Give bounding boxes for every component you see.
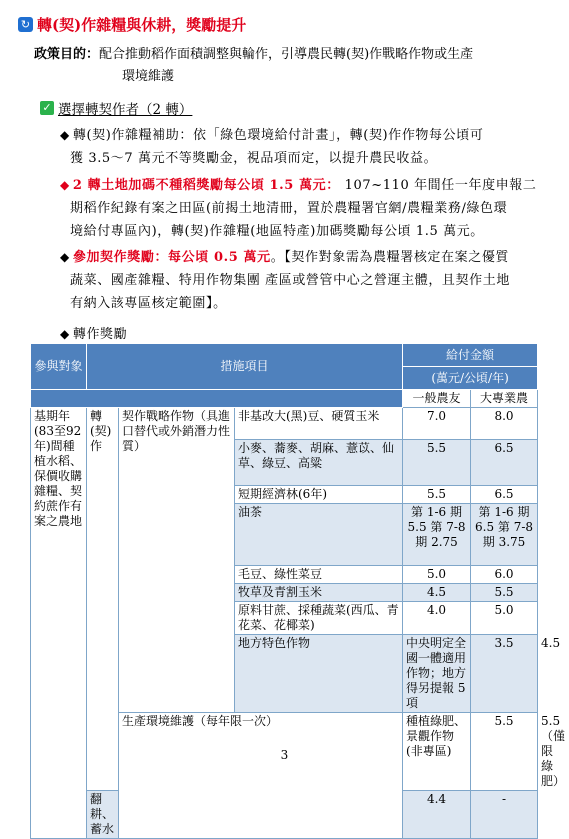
bullet-text: 107~110 年間任一年度申報二 xyxy=(339,178,537,193)
header-unit: (萬元/公頃/年) xyxy=(403,367,538,390)
refresh-icon: ↻ xyxy=(18,17,33,32)
table-row-item: 中央明定全國一體適用作物；地方得另提報 5 項 xyxy=(403,635,471,713)
diamond-bullet-icon: ◆ xyxy=(60,250,70,264)
select-label: 選擇轉契作者（2 轉） xyxy=(58,102,193,118)
table-row-general: 5.5 xyxy=(403,486,471,504)
table-row-item: 小麥、蕎麥、胡麻、薏苡、仙草、綠豆、高粱 xyxy=(235,440,403,486)
table-row-general: 第 1-6 期 5.5 第 7-8 期 2.75 xyxy=(403,504,471,566)
bullet-highlight: 2 轉土地加碼不種稻獎勵每公頃 1.5 萬元： xyxy=(72,178,340,193)
table-row-pro: 6.5 xyxy=(471,486,538,504)
diamond-bullet-icon: ◆ xyxy=(60,128,70,142)
bullet-text: 轉作獎勵 xyxy=(72,327,128,342)
bullet-text: 轉(契)作雜糧補助：依「綠色環境給付計畫」，轉(契)作作物每公頃可 xyxy=(72,128,484,143)
table-row-pro: 8.0 xyxy=(471,408,538,440)
page-title: 轉(契)作雜糧與休耕，獎勵提升 xyxy=(37,16,247,34)
bullet-subsidy xyxy=(60,124,555,170)
bullet-text: 獲 3.5～7 萬元不等獎勵金，視品項而定，以提升農民收益。 xyxy=(70,151,438,166)
bullet-text: 。【契作對象需為農糧署核定在案之優質 xyxy=(270,250,510,265)
table-row-general: 5.0 xyxy=(403,566,471,584)
table-row-general: 4.0 xyxy=(403,602,471,635)
bullet-text: 境給付專區內)，轉(契)作雜糧(地區特產)加碼獎勵每公頃 1.5 萬元。 xyxy=(70,224,484,239)
local-crops-cell: 地方特色作物 xyxy=(235,635,403,713)
convert-cell: 轉(契)作 xyxy=(87,408,119,791)
table-row-pro: - xyxy=(471,791,538,839)
purpose-text-1: 配合推動稻作面積調整與輪作，引導農民轉(契)作戰略作物或生產 xyxy=(99,47,474,62)
diamond-bullet-icon: ◆ xyxy=(60,178,70,192)
table-row-pro: 5.0 xyxy=(471,602,538,635)
reward-table: 參與對象 措施項目 給付金額 (萬元/公頃/年) 一般農友 大專業農 基期年(83至92年)間種植水稻、保價收購雜糧、契約蔗作有案之農地 轉(契)作 契作戰略作物（具進口替代或外銷潛力性質） 非基改大(黑)豆、硬質玉米 7.0 8.0 小麥、蕎麥、胡麻、薏苡、仙草、綠豆、高粱 5.5 6.5 短期經濟林(6年) 5.5 6.5 油茶 第 1-6 期 5.5 第 7-8 期 2.75 第 1-6 期 6.5 第 7-8 期 3.75 毛豆、綠性菜豆 5.0 6.0 牧草及青割玉米 4.5 5.5 原料甘蔗、採種蔬菜(西瓜、青花菜、花椰菜) 4.0 5.0 地方特色作物 中央明定全國一體適用作物；地方得另提報 5 項 3.5 4.5 生產環境維護（每年限一次） 種植綠肥、景觀作物(非專區) 5.5 5.5（僅限綠肥） 翻耕、蓄水 4.4 - xyxy=(30,343,538,839)
table-row-pro: 6.0 xyxy=(471,566,538,584)
table-row-pro: 5.5 xyxy=(471,584,538,602)
page-heading xyxy=(18,14,246,35)
bullet-text: 有納入該專區核定範圍】。 xyxy=(70,296,227,311)
table-row-general: 7.0 xyxy=(403,408,471,440)
table-row-general: 5.5 xyxy=(403,440,471,486)
purpose-text-2: 環境維護 xyxy=(122,69,175,84)
select-heading xyxy=(40,98,192,118)
table-row-item: 翻耕、蓄水 xyxy=(87,791,119,839)
purpose-label: 政策目的： xyxy=(34,47,100,62)
bullet-contract xyxy=(60,246,555,315)
table-row-item: 短期經濟林(6年) xyxy=(235,486,403,504)
target-cell: 基期年(83至92年)間種植水稻、保價收購雜糧、契約蔗作有案之農地 xyxy=(31,408,87,839)
bullet-text: 蔬菜、國產雜糧、特用作物集團 產區或營管中心之營運主體，且契作土地 xyxy=(70,273,510,288)
checkmark-icon: ✓ xyxy=(40,101,54,115)
table-row-pro: 第 1-6 期 6.5 第 7-8 期 3.75 xyxy=(471,504,538,566)
table-row-item: 油茶 xyxy=(235,504,403,566)
table-row-general: 3.5 xyxy=(471,635,538,713)
table-row-general: 4.4 xyxy=(403,791,471,839)
header-target: 參與對象 xyxy=(31,344,87,390)
env-maintenance-cell: 生產環境維護（每年限一次） xyxy=(119,713,403,839)
bullet-highlight: 參加契作獎勵：每公頃 0.5 萬元 xyxy=(72,250,271,265)
header-payment: 給付金額 xyxy=(403,344,538,367)
table-row-general: 4.5 xyxy=(403,584,471,602)
header-general-farmer: 一般農友 xyxy=(403,390,471,408)
strategic-crops-cell: 契作戰略作物（具進口替代或外銷潛力性質） xyxy=(119,408,235,713)
table-row-item: 牧草及青割玉米 xyxy=(235,584,403,602)
header-measure: 措施項目 xyxy=(87,344,403,390)
table-row-general: 5.5 xyxy=(471,713,538,791)
table-row-item: 原料甘蔗、採種蔬菜(西瓜、青花菜、花椰菜) xyxy=(235,602,403,635)
policy-purpose xyxy=(34,44,554,88)
diamond-bullet-icon: ◆ xyxy=(60,327,70,341)
table-row-pro: 6.5 xyxy=(471,440,538,486)
table-row-item: 毛豆、綠性菜豆 xyxy=(235,566,403,584)
bullet-text: 期稻作紀錄有案之田區(前揭土地清冊，置於農糧署官網/農糧業務/綠色環 xyxy=(70,201,508,216)
table-row-item: 種植綠肥、景觀作物(非專區) xyxy=(403,713,471,791)
header-pro-farmer: 大專業農 xyxy=(471,390,538,408)
bullet-bonus xyxy=(60,174,555,243)
table-row-item: 非基改大(黑)豆、硬質玉米 xyxy=(235,408,403,440)
page-number: 3 xyxy=(280,748,289,762)
